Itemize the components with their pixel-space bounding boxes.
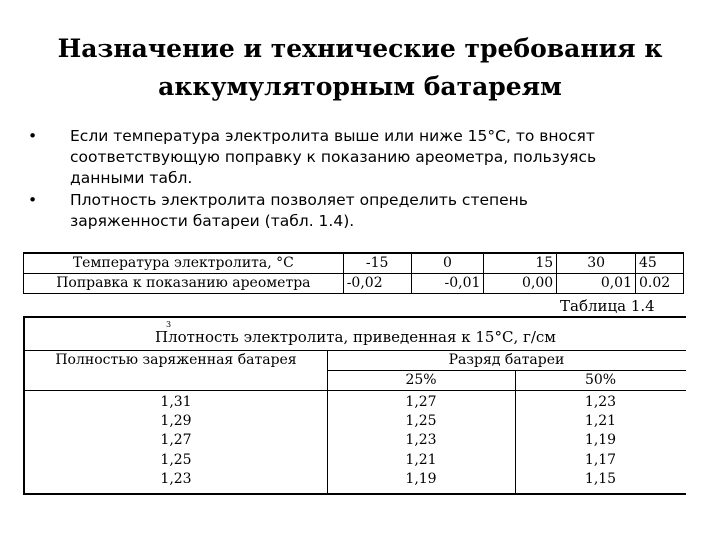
- table-cell: 15: [484, 253, 557, 274]
- divider: [327, 370, 686, 371]
- table-cell: 45: [636, 253, 684, 274]
- subheader-50: 50%: [584, 372, 617, 388]
- bullet-2-line1: Плотность электролита позволяет определить степень: [70, 191, 528, 209]
- bullet-list: [28, 126, 708, 233]
- table-cell: 1,17: [584, 451, 617, 468]
- table-cell: 0,00: [484, 274, 557, 294]
- bullet-1-line3: данными табл.: [70, 169, 193, 187]
- table-cell: 30: [557, 253, 636, 274]
- column-header-full-charge: Полностью заряженная батарея: [55, 352, 297, 368]
- table-cell: 1,23: [405, 432, 437, 449]
- table-cell: -0,01: [411, 274, 484, 294]
- table-cell: 1,23: [584, 394, 617, 410]
- electrolyte-density-table: [23, 316, 686, 495]
- bullet-dot-icon: •: [28, 127, 38, 145]
- table-cell: 1,19: [405, 470, 437, 487]
- table-row: [24, 274, 684, 294]
- divider: [25, 350, 686, 351]
- bullet-item-density: [28, 190, 708, 232]
- table-cell: 0: [411, 253, 484, 274]
- table-cell: 0,01: [557, 274, 636, 294]
- table-cell: 1,25: [405, 413, 437, 430]
- bullet-1-line1: Если температура электролита выше или ниже 15°С, то вносят: [70, 127, 595, 145]
- table-cell: 1,19: [584, 432, 617, 449]
- correction-label: Поправка к показанию ареометра: [24, 274, 344, 294]
- table-cell: 0.02: [636, 274, 684, 294]
- discharge-25-column: [327, 393, 515, 489]
- bullet-dot-icon: •: [28, 191, 38, 209]
- table-cell: 1,21: [405, 451, 437, 468]
- table-row: [24, 253, 684, 274]
- table-cell: 1,21: [584, 413, 617, 430]
- full-charge-column: [25, 393, 327, 489]
- bullet-2-line2: заряженности батареи (табл. 1.4).: [70, 212, 355, 230]
- slide-title-line1: Назначение и технические требования к: [57, 34, 663, 63]
- table-cell: 1,29: [160, 413, 192, 430]
- table-cell: 1,23: [160, 470, 192, 487]
- table-cell: 1,25: [160, 451, 192, 468]
- subheader-25: 25%: [405, 372, 437, 388]
- table-cell: 1,27: [405, 394, 437, 410]
- table-cell: 1,27: [160, 432, 192, 449]
- bullet-1-line2: соответствующую поправку к показанию ареометра, пользуясь: [70, 148, 597, 166]
- density-table-header: Плотность электролита, приведенная к 15°С, г/см: [155, 328, 556, 346]
- table-cell: 1,15: [584, 470, 617, 487]
- column-header-discharge: Разряд батареи: [448, 352, 565, 368]
- discharge-50-column: [515, 393, 686, 489]
- superscript-mark: 3: [166, 320, 172, 329]
- table-cell: 1,31: [160, 394, 192, 410]
- slide-title: [40, 30, 680, 106]
- temperature-label: Температура электролита, °С: [24, 253, 344, 274]
- divider: [25, 390, 686, 391]
- bullet-item-temperature: [28, 126, 708, 189]
- table-cell: -0,02: [343, 274, 411, 294]
- table-caption: Таблица 1.4: [560, 297, 655, 315]
- slide-title-line2: аккумуляторным батареям: [158, 72, 562, 101]
- table-cell: -15: [343, 253, 411, 274]
- temperature-correction-table: [23, 252, 684, 294]
